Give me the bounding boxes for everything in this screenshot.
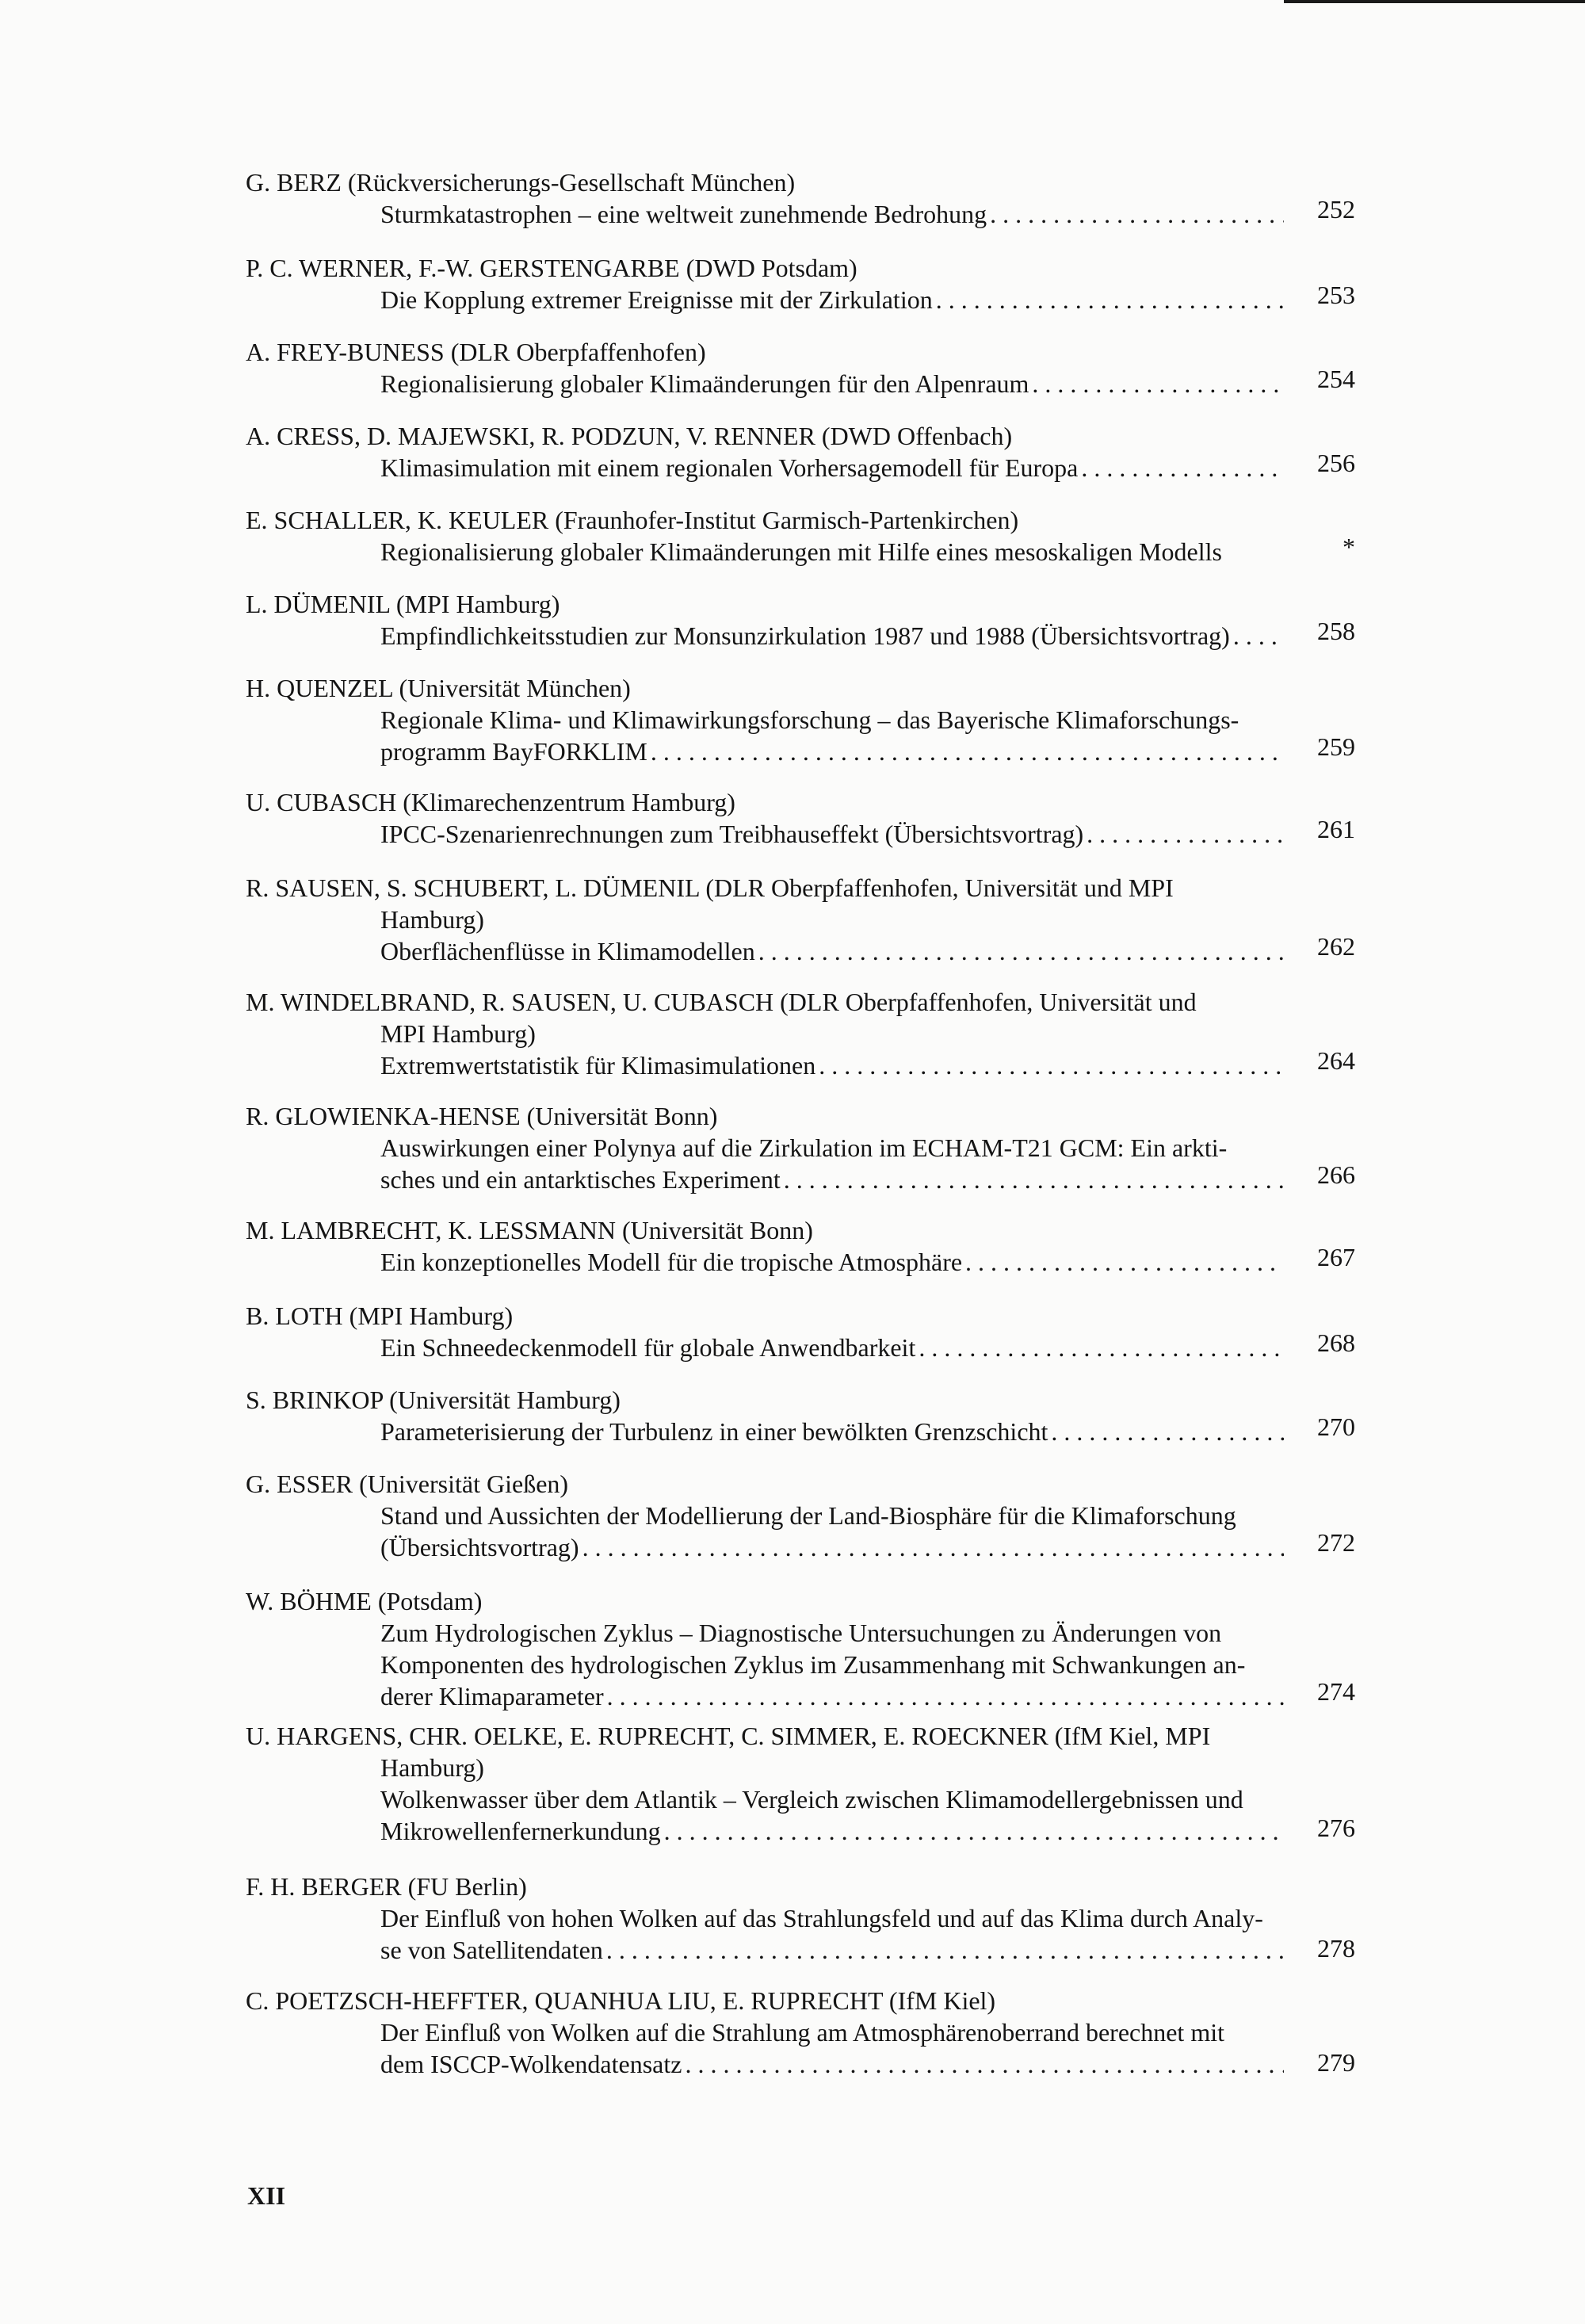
entry-title — [380, 1246, 1284, 1278]
entry-title-line: Ein konzeptionelles Modell für die tropische Atmosphäre — [380, 1248, 963, 1276]
entry-title — [380, 536, 1284, 568]
entry-page-number: 276 — [1317, 1814, 1355, 1842]
entry-title — [380, 1783, 1284, 1847]
entry-title — [380, 198, 1284, 230]
toc-entry — [246, 252, 1355, 315]
entry-title — [380, 2016, 1284, 2080]
entry-authors: A. CRESS, D. MAJEWSKI, R. PODZUN, V. RENNER (DWD Offenbach) — [246, 422, 1013, 450]
entry-authors: U. HARGENS, CHR. OELKE, E. RUPRECHT, C. SIMMER, E. ROECKNER (IfM Kiel, MPI — [246, 1722, 1211, 1750]
entry-page-number: 264 — [1317, 1046, 1355, 1075]
entry-title-line: Zum Hydrologischen Zyklus – Diagnostische Untersuchungen zu Änderungen von — [380, 1619, 1222, 1647]
entry-title — [380, 1617, 1284, 1712]
entry-authors: H. QUENZEL (Universität München) — [246, 674, 631, 702]
entry-title-line: Sturmkatastrophen – eine weltweit zunehmende Bedrohung — [380, 200, 987, 228]
entry-title — [380, 818, 1284, 850]
top-rule — [1284, 0, 1585, 3]
entry-title-line: se von Satellitendaten — [380, 1936, 603, 1964]
entry-authors: W. BÖHME (Potsdam) — [246, 1587, 483, 1615]
entry-title-line: Extremwertstatistik für Klimasimulationen — [380, 1051, 816, 1080]
leader-dots — [936, 284, 1284, 315]
entry-authors: B. LOTH (MPI Hamburg) — [246, 1302, 514, 1330]
toc-entry — [246, 1300, 1355, 1363]
entry-title-line: Auswirkungen einer Polynya auf die Zirkulation im ECHAM-T21 GCM: Ein arkti- — [380, 1133, 1228, 1162]
toc-entry — [246, 1720, 1355, 1847]
leader-dots — [582, 1531, 1284, 1563]
entry-page-number: 270 — [1317, 1412, 1355, 1441]
entry-authors: R. GLOWIENKA-HENSE (Universität Bonn) — [246, 1102, 718, 1130]
entry-authors: R. SAUSEN, S. SCHUBERT, L. DÜMENIL (DLR Oberpfaffenhofen, Universität und MPI — [246, 873, 1174, 902]
entry-authors: S. BRINKOP (Universität Hamburg) — [246, 1386, 621, 1414]
leader-dots — [664, 1815, 1284, 1847]
entry-title — [380, 620, 1284, 652]
entry-page-number: 254 — [1317, 365, 1355, 393]
entry-title — [380, 284, 1284, 315]
entry-title-line: Oberflächenflüsse in Klimamodellen — [380, 937, 755, 965]
entry-page-number: 274 — [1317, 1677, 1355, 1706]
entry-page-number: 278 — [1317, 1934, 1355, 1963]
entry-title-line: Klimasimulation mit einem regionalen Vorhersagemodell für Europa — [380, 453, 1079, 482]
entry-title-line: Der Einfluß von Wolken auf die Strahlung am Atmosphärenoberrand berechnet mit — [380, 2018, 1224, 2047]
entry-title-line: Die Kopplung extremer Ereignisse mit der Zirkulation — [380, 285, 933, 314]
leader-dots — [819, 1049, 1284, 1081]
page-number-footer: XII — [247, 2181, 286, 2210]
entry-authors: M. LAMBRECHT, K. LESSMANN (Universität Bonn) — [246, 1216, 813, 1244]
leader-dots — [1233, 620, 1284, 652]
toc-entry — [246, 872, 1355, 967]
leader-dots — [1081, 452, 1284, 484]
entry-title-line: Komponenten des hydrologischen Zyklus im Zusammenhang mit Schwankungen an- — [380, 1650, 1246, 1679]
toc-entry — [246, 1985, 1355, 2080]
entry-title-line: Stand und Aussichten der Modellierung der Land-Biosphäre für die Klimaforschung — [380, 1501, 1236, 1530]
entry-title-line: Regionalisierung globaler Klimaänderungen für den Alpenraum — [380, 369, 1029, 398]
leader-dots — [758, 935, 1284, 967]
toc-entry — [246, 1585, 1355, 1712]
entry-title — [380, 452, 1284, 484]
entry-title-line: Empfindlichkeitsstudien zur Monsunzirkulation 1987 und 1988 (Übersichtsvortrag) — [380, 621, 1230, 650]
entry-page-number: 258 — [1317, 617, 1355, 645]
entry-title-line: Mikrowellenfernerkundung — [380, 1817, 661, 1845]
leader-dots — [651, 736, 1284, 767]
leader-dots — [1087, 818, 1284, 850]
entry-title — [380, 368, 1284, 399]
entry-authors: C. POETZSCH-HEFFTER, QUANHUA LIU, E. RUPRECHT (IfM Kiel) — [246, 1986, 996, 2015]
leader-dots — [1051, 1416, 1284, 1447]
leader-dots — [685, 2048, 1284, 2080]
entry-title-line: Der Einfluß von hohen Wolken auf das Strahlungsfeld und auf das Klima durch Analy- — [380, 1904, 1263, 1932]
toc-entry — [246, 336, 1355, 399]
entry-page-number: 261 — [1317, 815, 1355, 843]
entry-page-number: * — [1342, 533, 1355, 561]
entry-authors: G. BERZ (Rückversicherungs-Gesellschaft München) — [246, 168, 796, 197]
leader-dots — [1032, 368, 1284, 399]
entry-title-line: sches und ein antarktisches Experiment — [380, 1165, 781, 1194]
toc-entry — [246, 1384, 1355, 1447]
toc-entry — [246, 166, 1355, 230]
toc-entry — [246, 1468, 1355, 1563]
toc-entry — [246, 786, 1355, 850]
entry-title-line: Regionalisierung globaler Klimaänderungen mit Hilfe eines mesoskaligen Modells — [380, 537, 1222, 566]
entry-title-line: derer Klimaparameter — [380, 1682, 604, 1711]
entry-title — [380, 1500, 1284, 1563]
toc-entry — [246, 1871, 1355, 1966]
entry-authors: G. ESSER (Universität Gießen) — [246, 1470, 569, 1498]
entry-title — [380, 935, 1284, 967]
toc-entry — [246, 420, 1355, 484]
entry-title — [380, 1049, 1284, 1081]
entry-page-number: 279 — [1317, 2048, 1355, 2077]
entry-page-number: 266 — [1317, 1160, 1355, 1189]
leader-dots — [607, 1680, 1284, 1712]
entry-page-number: 272 — [1317, 1528, 1355, 1557]
entry-authors-continued: Hamburg) — [380, 905, 484, 934]
entry-authors-continued: MPI Hamburg) — [380, 1019, 536, 1048]
entry-authors-continued: Hamburg) — [380, 1753, 484, 1782]
toc-entry — [246, 1100, 1355, 1195]
entry-authors: U. CUBASCH (Klimarechenzentrum Hamburg) — [246, 788, 735, 816]
toc-entry — [246, 986, 1355, 1081]
entry-title-line: Ein Schneedeckenmodell für globale Anwendbarkeit — [380, 1333, 916, 1362]
entry-title-line: Regionale Klima- und Klimawirkungsforschung – das Bayerische Klimaforschungs- — [380, 705, 1239, 734]
entry-title-line: Parameterisierung der Turbulenz in einer bewölkten Grenzschicht — [380, 1417, 1048, 1446]
entry-page-number: 268 — [1317, 1328, 1355, 1357]
entry-page-number: 267 — [1317, 1243, 1355, 1271]
entry-title-line: (Übersichtsvortrag) — [380, 1533, 579, 1561]
entry-page-number: 252 — [1317, 195, 1355, 224]
entry-authors: M. WINDELBRAND, R. SAUSEN, U. CUBASCH (DLR Oberpfaffenhofen, Universität und — [246, 988, 1197, 1016]
entry-page-number: 259 — [1317, 732, 1355, 761]
entry-title — [380, 704, 1284, 767]
leader-dots — [606, 1934, 1284, 1966]
entry-authors: L. DÜMENIL (MPI Hamburg) — [246, 590, 560, 618]
entry-title — [380, 1132, 1284, 1195]
entry-title — [380, 1332, 1284, 1363]
entry-authors: E. SCHALLER, K. KEULER (Fraunhofer-Institut Garmisch-Partenkirchen) — [246, 506, 1019, 534]
toc-entry — [246, 672, 1355, 767]
leader-dots — [965, 1246, 1284, 1278]
leader-dots — [784, 1164, 1284, 1195]
entry-title — [380, 1416, 1284, 1447]
leader-dots — [919, 1332, 1284, 1363]
entry-authors: A. FREY-BUNESS (DLR Oberpfaffenhofen) — [246, 338, 706, 366]
toc-entry — [246, 504, 1355, 568]
entry-page-number: 262 — [1317, 932, 1355, 961]
entry-title-line: dem ISCCP-Wolkendatensatz — [380, 2050, 682, 2078]
entry-title-line: Wolkenwasser über dem Atlantik – Vergleich zwischen Klimamodellergebnissen und — [380, 1785, 1243, 1814]
entry-title — [380, 1902, 1284, 1966]
entry-page-number: 253 — [1317, 281, 1355, 309]
leader-dots — [990, 198, 1284, 230]
toc-entry — [246, 588, 1355, 652]
entry-authors: P. C. WERNER, F.-W. GERSTENGARBE (DWD Potsdam) — [246, 254, 857, 282]
entry-title-line: programm BayFORKLIM — [380, 737, 647, 766]
entry-title-line: IPCC-Szenarienrechnungen zum Treibhauseffekt (Übersichtsvortrag) — [380, 820, 1084, 848]
entry-authors: F. H. BERGER (FU Berlin) — [246, 1872, 527, 1901]
entry-page-number: 256 — [1317, 449, 1355, 477]
toc-entry — [246, 1214, 1355, 1278]
